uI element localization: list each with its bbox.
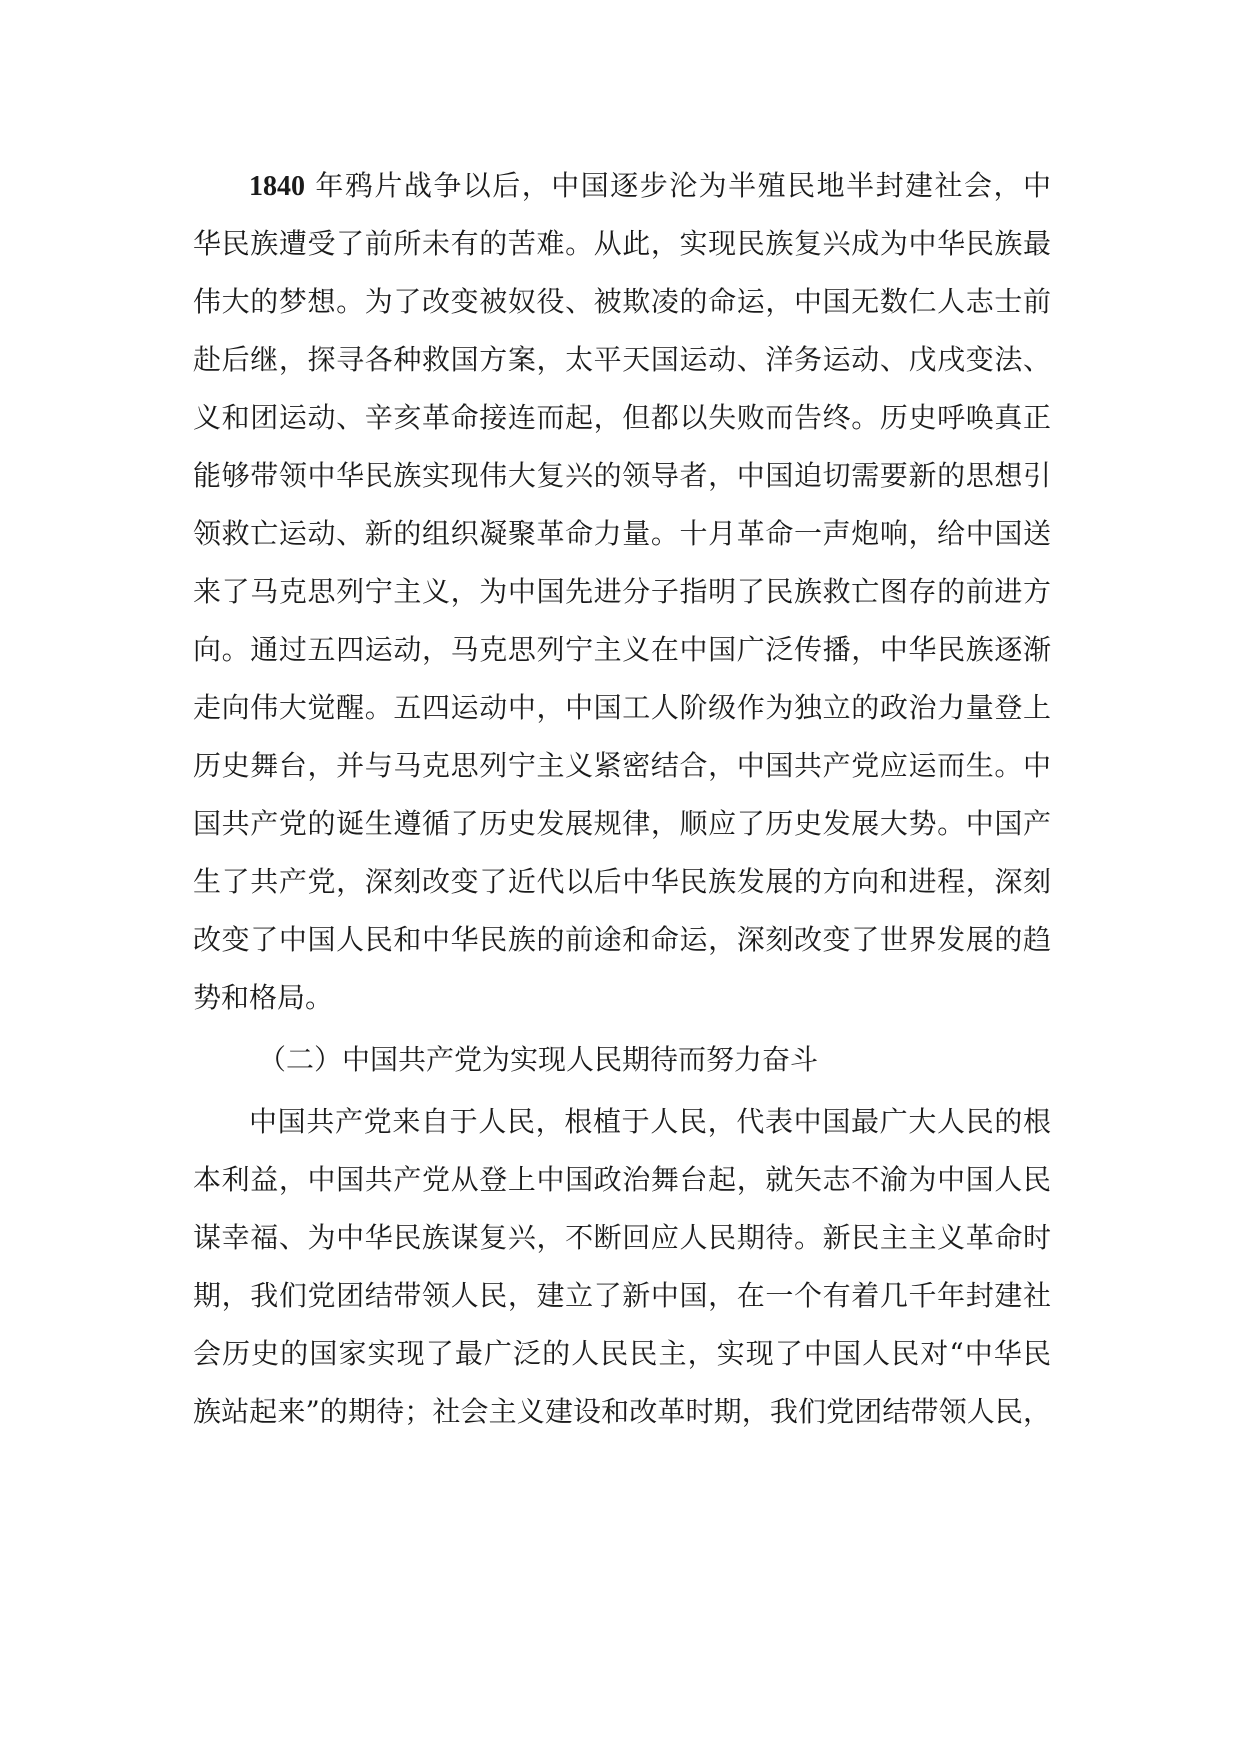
year-text: 1840 [249, 171, 305, 202]
paragraph-line: 势和格局。 [193, 981, 334, 1014]
paragraph-line: 谋幸福、为中华民族谋复兴，不断回应人民期待。新民主主义革命时 [193, 1221, 1051, 1254]
paragraph-line: 中国共产党来自于人民，根植于人民，代表中国最广大人民的根 [249, 1105, 1051, 1138]
paragraph-line: 会历史的国家实现了最广泛的人民民主，实现了中国人民对“中华民 [193, 1337, 1051, 1370]
paragraph-line: 族站起来”的期待；社会主义建设和改革时期，我们党团结带领人民， [193, 1395, 1051, 1428]
paragraph-line: 改变了中国人民和中华民族的前途和命运，深刻改变了世界发展的趋 [193, 923, 1051, 956]
paragraph-line: 向。通过五四运动，马克思列宁主义在中国广泛传播，中华民族逐渐 [193, 633, 1051, 666]
paragraph-line: 伟大的梦想。为了改变被奴役、被欺凌的命运，中国无数仁人志士前 [193, 285, 1051, 318]
paragraph-line: 历史舞台，并与马克思列宁主义紧密结合，中国共产党应运而生。中 [193, 749, 1051, 782]
paragraph-line: 期，我们党团结带领人民，建立了新中国，在一个有着几千年封建社 [193, 1279, 1051, 1312]
paragraph-line: 来了马克思列宁主义，为中国先进分子指明了民族救亡图存的前进方 [193, 575, 1051, 608]
paragraph-line: 走向伟大觉醒。五四运动中，中国工人阶级作为独立的政治力量登上 [193, 691, 1051, 724]
paragraph-line: 本利益，中国共产党从登上中国政治舞台起，就矢志不渝为中国人民 [193, 1163, 1051, 1196]
paragraph-line: 能够带领中华民族实现伟大复兴的领导者，中国迫切需要新的思想引 [193, 459, 1051, 492]
paragraph-line: 生了共产党，深刻改变了近代以后中华民族发展的方向和进程，深刻 [193, 865, 1051, 898]
paragraph-line: 国共产党的诞生遵循了历史发展规律，顺应了历史发展大势。中国产 [193, 807, 1051, 840]
paragraph-line: 华民族遭受了前所未有的苦难。从此，实现民族复兴成为中华民族最 [193, 227, 1051, 260]
paragraph-line: 赴后继，探寻各种救国方案，太平天国运动、洋务运动、戊戌变法、 [193, 343, 1051, 376]
paragraph-line: 领救亡运动、新的组织凝聚革命力量。十月革命一声炮响，给中国送 [193, 517, 1051, 550]
section-heading: （二）中国共产党为实现人民期待而努力奋斗 [258, 1043, 819, 1076]
paragraph-line [249, 166, 1051, 206]
paragraph-line: 义和团运动、辛亥革命接连而起，但都以失败而告终。历史呼唤真正 [193, 401, 1051, 434]
line-text: 年鸦片战争以后，中国逐步沦为半殖民地半封建社会，中 [305, 169, 1051, 202]
